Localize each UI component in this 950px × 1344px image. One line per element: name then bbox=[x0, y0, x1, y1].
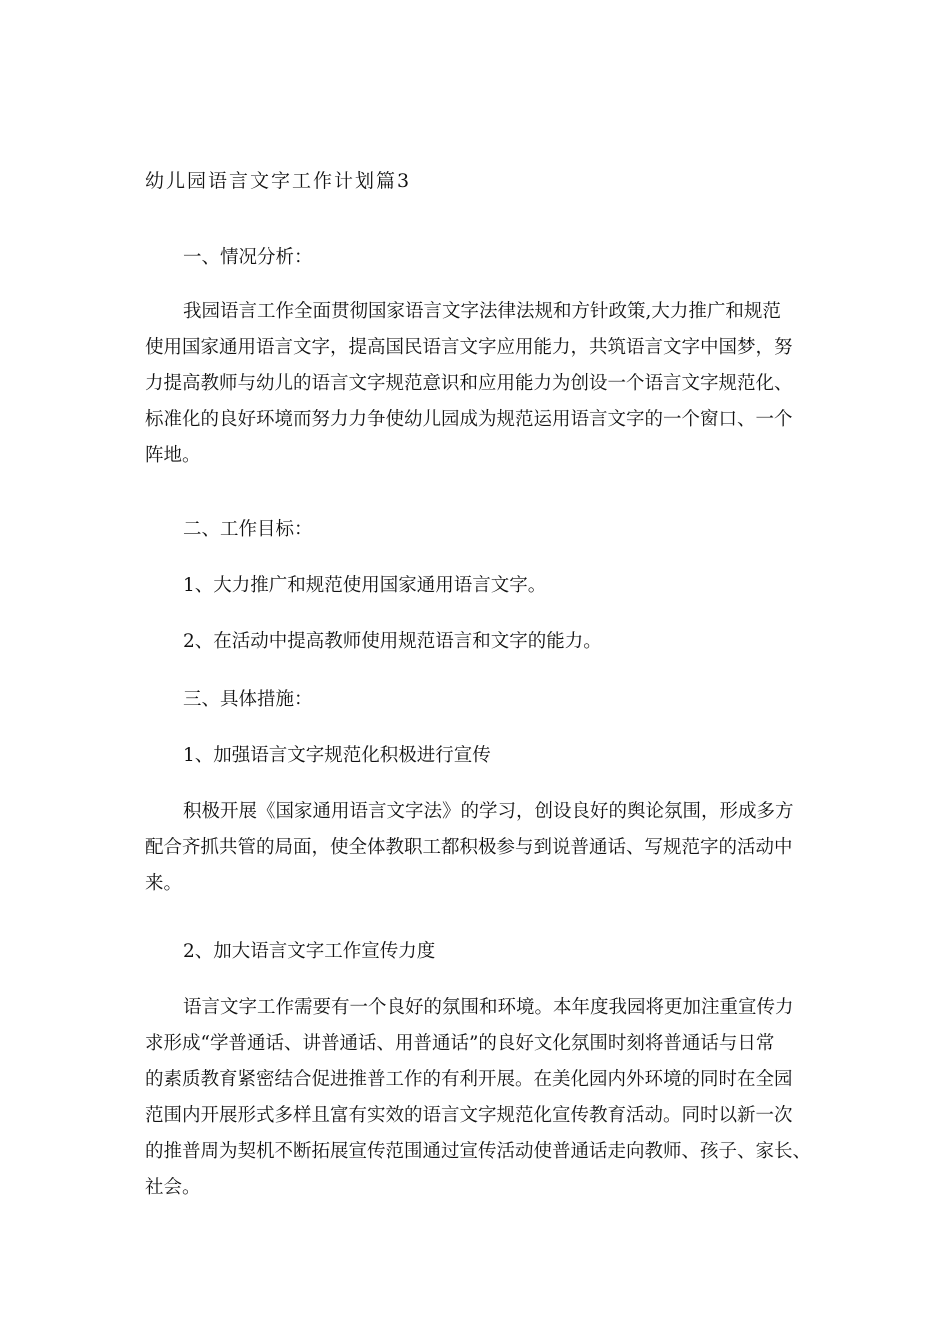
paragraph-line: 阵地。 bbox=[145, 445, 201, 466]
paragraph-line: 来。 bbox=[145, 873, 183, 894]
measure-2-paragraph bbox=[145, 990, 817, 1206]
section-heading-goals: 二、工作目标： bbox=[183, 519, 313, 540]
document-title: 幼儿园语言文字工作计划篇3 bbox=[145, 170, 412, 192]
paragraph-line: 标准化的良好环境而努力力争使幼儿园成为规范运用语言文字的一个窗口、一个 bbox=[145, 409, 793, 430]
paragraph-line: 社会。 bbox=[145, 1177, 201, 1198]
goal-item-1: 1、大力推广和规范使用国家通用语言文字。 bbox=[183, 575, 547, 596]
section-heading-analysis: 一、情况分析： bbox=[183, 247, 313, 268]
paragraph-line: 力提高教师与幼儿的语言文字规范意识和应用能力为创设一个语言文字规范化、 bbox=[145, 373, 793, 394]
paragraph-line: 的素质教育紧密结合促进推普工作的有利开展。在美化园内外环境的同时在全园 bbox=[145, 1069, 793, 1090]
paragraph-line: 语言文字工作需要有一个良好的氛围和环境。本年度我园将更加注重宣传力 bbox=[183, 997, 794, 1018]
measure-2-heading: 2、加大语言文字工作宣传力度 bbox=[183, 941, 436, 962]
paragraph-line: 求形成“学普通话、讲普通话、用普通话”的良好文化氛围时刻将普通话与日常 bbox=[145, 1033, 775, 1054]
paragraph-line: 我园语言工作全面贯彻国家语言文字法律法规和方针政策,大力推广和规范 bbox=[183, 301, 781, 322]
paragraph-line: 使用国家通用语言文字，提高国民语言文字应用能力，共筑语言文字中国梦，努 bbox=[145, 337, 793, 358]
paragraph-line: 的推普周为契机不断拓展宣传范围通过宣传活动使普通话走向教师、孩子、家长、 bbox=[145, 1141, 812, 1162]
section-heading-measures: 三、具体措施： bbox=[183, 689, 313, 710]
measure-1-heading: 1、加强语言文字规范化积极进行宣传 bbox=[183, 745, 491, 766]
goal-item-2: 2、在活动中提高教师使用规范语言和文字的能力。 bbox=[183, 631, 602, 652]
paragraph-line: 范围内开展形式多样且富有实效的语言文字规范化宣传教育活动。同时以新一次 bbox=[145, 1105, 793, 1126]
measure-1-paragraph bbox=[145, 794, 817, 902]
analysis-paragraph bbox=[145, 294, 817, 474]
paragraph-line: 积极开展《国家通用语言文字法》的学习，创设良好的舆论氛围，形成多方 bbox=[183, 801, 794, 822]
paragraph-line: 配合齐抓共管的局面，使全体教职工都积极参与到说普通话、写规范字的活动中 bbox=[145, 837, 793, 858]
